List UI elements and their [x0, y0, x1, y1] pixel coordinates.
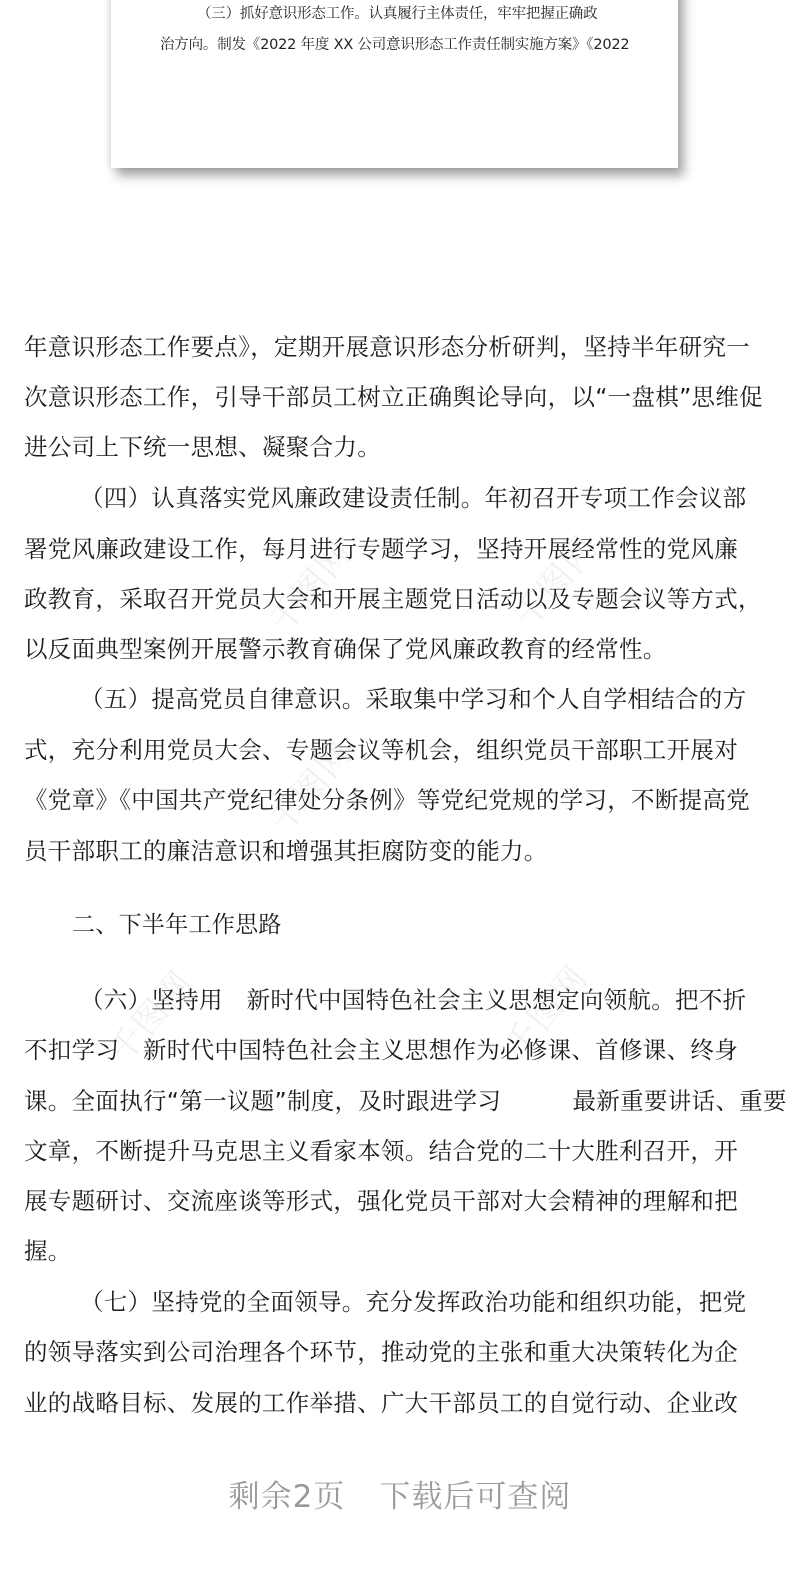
remaining-pages-label: 剩余2页 — [228, 1479, 346, 1515]
document-line: 业的战略目标、发展的工作举措、广大干部员工的自觉行动、企业改 — [24, 1389, 738, 1417]
document-line: 不扣学习 新时代中国特色社会主义思想作为必修课、首修课、终身 — [24, 1036, 738, 1064]
document-line: （五）提高党员自律意识。采取集中学习和个人自学相结合的方 — [80, 685, 747, 713]
watermark: 千图网 — [261, 732, 362, 841]
download-to-view-link[interactable]: 下载后可查阅 — [379, 1479, 572, 1515]
document-line: 的领导落实到公司治理各个环节，推动党的主张和重大决策转化为企 — [24, 1338, 738, 1366]
document-line: 以反面典型案例开展警示教育确保了党风廉政教育的经常性。 — [24, 635, 667, 663]
document-line: 政教育，采取召开党员大会和开展主题党日活动以及专题会议等方式， — [24, 585, 762, 613]
document-line: 握。 — [24, 1237, 72, 1265]
document-line: （六）坚持用 新时代中国特色社会主义思想定向领航。把不折 — [80, 986, 747, 1014]
document-line: 课。全面执行“第一议题”制度，及时跟进学习 最新重要讲话、重要 — [24, 1087, 787, 1115]
preview-card-line: 治方向。制发《2022 年度 XX 公司意识形态工作责任制实施方案》《2022 — [160, 37, 630, 53]
watermark: 千图网 — [261, 532, 362, 641]
document-line: 文章，不断提升马克思主义看家本领。结合党的二十大胜利召开，开 — [24, 1137, 738, 1165]
document-line: 年意识形态工作要点》，定期开展意识形态分析研判，坚持半年研究一 — [24, 333, 751, 361]
watermark: 千图网 — [496, 957, 597, 1066]
section-heading: 二、下半年工作思路 — [72, 912, 282, 938]
document-line: 《党章》《中国共产党纪律处分条例》等党纪党规的学习，不断提高党 — [24, 786, 751, 814]
previous-page-preview-card — [111, 0, 678, 168]
download-prompt[interactable] — [0, 1471, 800, 1516]
document-line: 展专题研讨、交流座谈等形式，强化党员干部对大会精神的理解和把 — [24, 1187, 738, 1215]
document-line: 次意识形态工作，引导干部员工树立正确舆论导向，以“一盘棋”思维促 — [24, 383, 763, 411]
document-line: （四）认真落实党风廉政建设责任制。年初召开专项工作会议部 — [80, 484, 747, 512]
document-line: 式，充分利用党员大会、专题会议等机会，组织党员干部职工开展对 — [24, 736, 738, 764]
document-line: （七）坚持党的全面领导。充分发挥政治功能和组织功能，把党 — [80, 1288, 747, 1316]
watermark: 千图网 — [101, 962, 202, 1071]
document-line: 员干部职工的廉洁意识和增强其拒腐防变的能力。 — [24, 837, 548, 865]
document-line: 进公司上下统一思想、凝聚合力。 — [24, 433, 381, 461]
document-line: 署党风廉政建设工作，每月进行专题学习，坚持开展经常性的党风廉 — [24, 535, 738, 563]
preview-card-line: （三）抓好意识形态工作。认真履行主体责任，牢牢把握正确政 — [197, 6, 598, 22]
watermark: 千图网 — [506, 527, 607, 636]
